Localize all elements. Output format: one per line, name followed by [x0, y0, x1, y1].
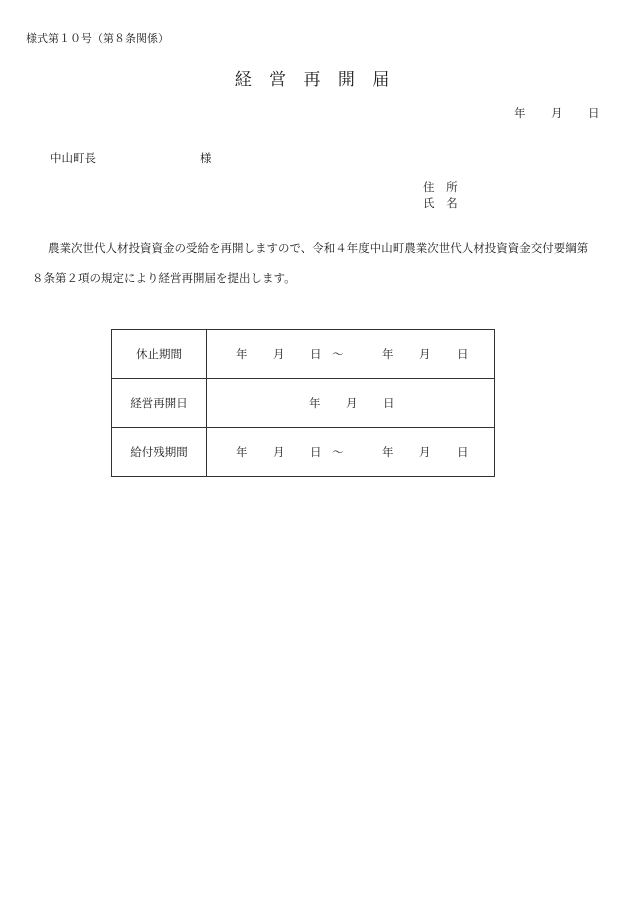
- start-month-label: 月: [273, 445, 285, 459]
- sender-name-label: 氏 名: [423, 196, 462, 210]
- start-month-label: 月: [273, 347, 285, 361]
- start-day-label: 日: [310, 445, 322, 459]
- date-year-label: 年: [514, 106, 526, 120]
- end-day-label: 日: [457, 347, 469, 361]
- date-month-label: 月: [551, 106, 563, 120]
- remaining-period-value: [207, 428, 495, 477]
- end-year-label: 年: [382, 347, 394, 361]
- start-year-label: 年: [236, 347, 248, 361]
- end-month-label: 月: [419, 445, 431, 459]
- end-year-label: 年: [382, 445, 394, 459]
- start-day-label: 日: [310, 347, 322, 361]
- resume-year-label: 年: [309, 396, 321, 410]
- range-tilde: ～: [332, 347, 344, 361]
- addressee-name: 中山町長: [50, 151, 96, 165]
- resume-month-label: 月: [346, 396, 358, 410]
- table-row-remaining-period: [112, 428, 495, 477]
- start-year-label: 年: [236, 445, 248, 459]
- resumption-date-value: [207, 379, 495, 428]
- resumption-date-label: 経営再開日: [112, 379, 207, 428]
- end-day-label: 日: [457, 445, 469, 459]
- sender-address-label: 住 所: [423, 180, 462, 194]
- suspension-period-label: 休止期間: [112, 330, 207, 379]
- addressee-honorific: 様: [200, 151, 212, 165]
- period-table: [111, 329, 495, 477]
- document-title: 経 営 再 開 届: [234, 70, 396, 90]
- end-month-label: 月: [419, 347, 431, 361]
- form-number: 様式第１０号（第８条関係）: [26, 32, 169, 45]
- body-text-line-2: ８条第２項の規定により経営再開届を提出します。: [32, 271, 296, 285]
- table-row-resumption-date: [112, 379, 495, 428]
- table-row-suspension-period: [112, 330, 495, 379]
- resume-day-label: 日: [383, 396, 395, 410]
- range-tilde: ～: [332, 445, 344, 459]
- body-text-line-1: 農業次世代人材投資資金の受給を再開しますので、令和４年度中山町農業次世代人材投資資金交付要綱第: [48, 241, 589, 255]
- date-day-label: 日: [588, 106, 600, 120]
- remaining-period-label: 給付残期間: [112, 428, 207, 477]
- suspension-period-value: [207, 330, 495, 379]
